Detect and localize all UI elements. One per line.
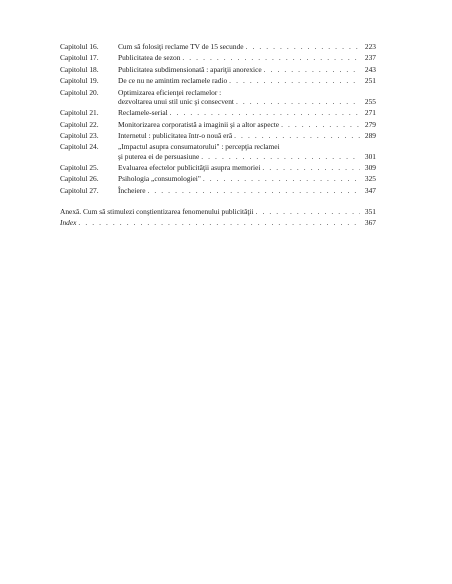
dot-leader bbox=[234, 131, 360, 140]
toc-entry-23 bbox=[60, 131, 376, 140]
chapter-number: Capitolul 23. bbox=[60, 130, 99, 140]
page-number: 243 bbox=[364, 64, 376, 74]
chapter-title-line-2: dezvoltarea unui stil unic şi consecvent bbox=[118, 96, 234, 106]
dot-leader bbox=[256, 207, 360, 216]
chapter-title-line-1: Optimizarea eficienţei reclamelor : bbox=[118, 87, 222, 97]
page-number: 347 bbox=[364, 185, 376, 195]
toc-entry-19 bbox=[60, 76, 376, 85]
toc-entry-25 bbox=[60, 163, 376, 172]
chapter-title: Internetul : publicitatea într-o nouă eră bbox=[118, 130, 233, 140]
table-of-contents bbox=[60, 42, 376, 230]
toc-entry-27 bbox=[60, 186, 376, 195]
dot-leader bbox=[236, 97, 360, 106]
index-title: Index bbox=[60, 218, 77, 228]
page-number: 309 bbox=[364, 162, 376, 172]
toc-entry-21 bbox=[60, 108, 376, 117]
page-number: 301 bbox=[364, 151, 376, 161]
page-number: 289 bbox=[364, 130, 376, 140]
chapter-title: Cum să folosiţi reclame TV de 15 secunde bbox=[118, 42, 244, 51]
toc-entry-24 bbox=[60, 142, 376, 160]
toc-entry-index bbox=[60, 218, 376, 227]
page-number: 351 bbox=[364, 207, 376, 217]
chapter-title: Psihologia „consumologiei" bbox=[118, 174, 201, 184]
chapter-number: Capitolul 19. bbox=[60, 76, 99, 86]
page-number: 279 bbox=[364, 119, 376, 129]
dot-leader bbox=[182, 53, 360, 62]
dot-leader bbox=[170, 108, 360, 117]
dot-leader bbox=[264, 65, 360, 74]
dot-leader bbox=[229, 76, 360, 85]
toc-entry-18 bbox=[60, 65, 376, 74]
page-number: 271 bbox=[364, 108, 376, 118]
chapter-title: Monitorizarea corporatistă a imaginii şi a altor aspecte bbox=[118, 119, 280, 129]
chapter-title: De ce nu ne amintim reclamele radio bbox=[118, 76, 228, 86]
chapter-title: Încheiere bbox=[118, 185, 146, 195]
section-gap bbox=[60, 197, 376, 207]
toc-entry-16 bbox=[60, 42, 376, 51]
chapter-title-line-2: şi puterea ei de persuasiune bbox=[118, 151, 200, 161]
chapter-number: Capitolul 18. bbox=[60, 64, 99, 74]
chapter-number: Capitolul 21. bbox=[60, 108, 99, 118]
dot-leader bbox=[246, 42, 360, 51]
dot-leader bbox=[281, 120, 360, 129]
dot-leader bbox=[262, 163, 360, 172]
toc-entry-annex bbox=[60, 207, 376, 216]
chapter-title: Reclamele-serial bbox=[118, 108, 168, 118]
chapter-number: Capitolul 16. bbox=[60, 42, 99, 51]
page-number: 325 bbox=[364, 174, 376, 184]
dot-leader bbox=[78, 218, 360, 227]
page-number: 251 bbox=[364, 76, 376, 86]
page-number: 255 bbox=[364, 96, 376, 106]
toc-entry-20 bbox=[60, 88, 376, 106]
chapter-number: Capitolul 20. bbox=[60, 87, 99, 97]
dot-leader bbox=[148, 186, 361, 195]
page-number: 223 bbox=[364, 42, 376, 51]
chapter-number: Capitolul 27. bbox=[60, 185, 99, 195]
chapter-title: Evaluarea efectelor publicităţii asupra memoriei bbox=[118, 162, 261, 172]
toc-entry-26 bbox=[60, 174, 376, 183]
chapter-title-line-1: „Impactul asupra consumatorului" : percepţia reclamei bbox=[118, 142, 280, 152]
dot-leader bbox=[203, 174, 360, 183]
annex-title: Anexă. Cum să stimulezi conştientizarea fenomenului publicităţii bbox=[60, 207, 254, 217]
page-number: 367 bbox=[364, 218, 376, 228]
dot-leader bbox=[201, 152, 360, 161]
toc-entry-22 bbox=[60, 120, 376, 129]
chapter-number: Capitolul 22. bbox=[60, 119, 99, 129]
chapter-number: Capitolul 24. bbox=[60, 142, 99, 152]
chapter-title: Publicitatea de sezon bbox=[118, 53, 181, 63]
chapter-number: Capitolul 17. bbox=[60, 53, 99, 63]
chapter-number: Capitolul 25. bbox=[60, 162, 99, 172]
chapter-number: Capitolul 26. bbox=[60, 174, 99, 184]
toc-entry-17 bbox=[60, 53, 376, 62]
chapter-title: Publicitatea subdimensionată : apariţii anorexice bbox=[118, 64, 262, 74]
page-number: 237 bbox=[364, 53, 376, 63]
